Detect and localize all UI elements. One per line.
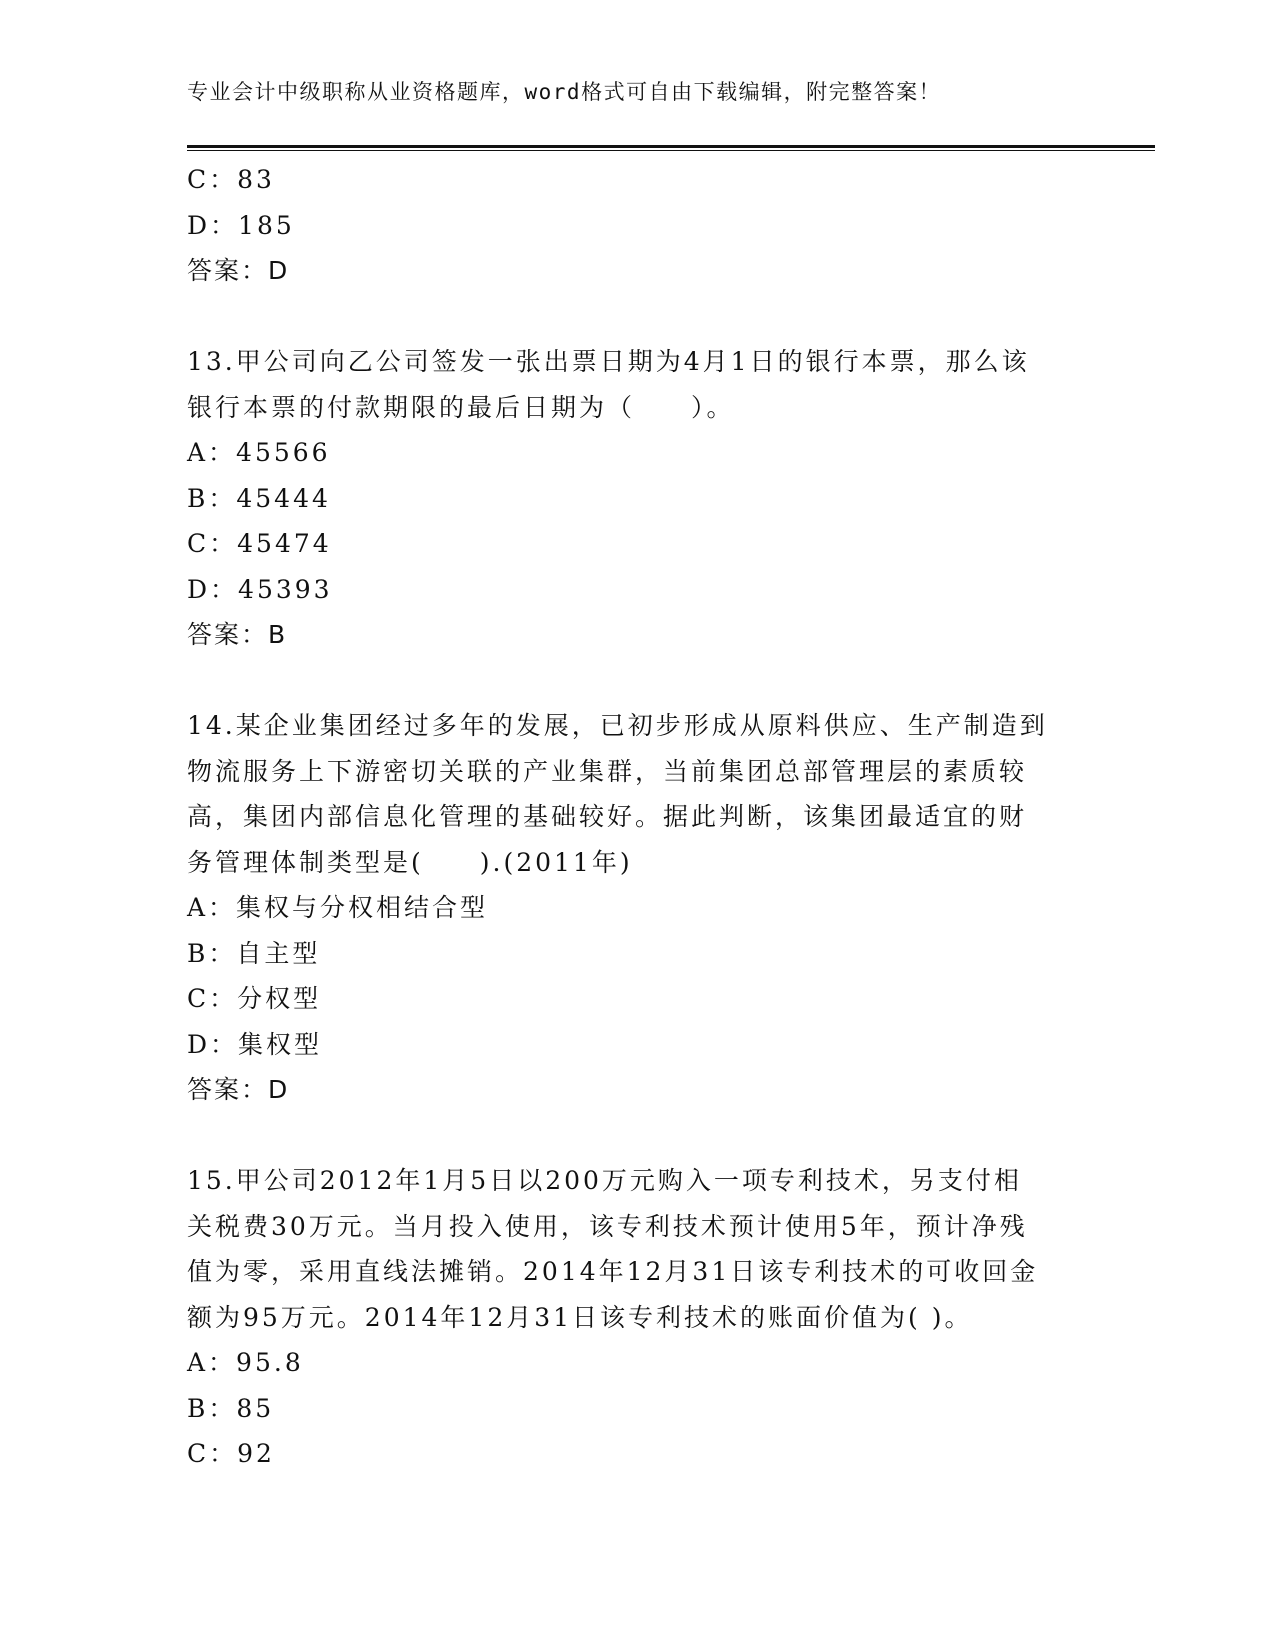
answer-line: 答案：D: [187, 1075, 290, 1104]
option-c: C：92: [187, 1439, 275, 1468]
question-15: [187, 1158, 1087, 1477]
question-stem-line: 值为零，采用直线法摊销。2014年12月31日该专利技术的可收回金: [187, 1257, 1039, 1286]
question-stem-line: 15.甲公司2012年1月5日以200万元购入一项专利技术，另支付相: [187, 1166, 1022, 1195]
question-stem-line: 额为95万元。2014年12月31日该专利技术的账面价值为( )。: [187, 1302, 973, 1332]
page-header: 专业会计中级职称从业资格题库，word格式可自由下载编辑，附完整答案！: [187, 80, 942, 104]
header-rule-thick: [187, 145, 1155, 148]
option-c: C：45474: [187, 529, 332, 558]
question-stem-line: 务管理体制类型是( ).(2011年): [187, 847, 633, 877]
header-rule-thin: [187, 150, 1155, 151]
question-stem-line: 银行本票的付款期限的最后日期为（ ）。: [187, 392, 735, 422]
spacer: [187, 658, 1087, 704]
option-d: D：185: [187, 210, 295, 240]
option-b: B：自主型: [187, 938, 321, 968]
option-d: D：集权型: [187, 1029, 323, 1059]
answer-line: 答案：B: [187, 620, 288, 649]
question-14: [187, 703, 1087, 1113]
question-stem-line: 13.甲公司向乙公司签发一张出票日期为4月1日的银行本票，那么该: [187, 347, 1030, 376]
option-a: A：45566: [187, 438, 331, 467]
question-stem-line: 14.某企业集团经过多年的发展，已初步形成从原料供应、生产制造到: [187, 711, 1048, 740]
spacer: [187, 294, 1087, 340]
option-a: A：95.8: [187, 1348, 304, 1377]
option-b: B：85: [187, 1393, 275, 1423]
option-b: B：45444: [187, 483, 331, 513]
question-13: [187, 339, 1087, 658]
prev-question: [187, 157, 1087, 294]
option-c: C：83: [187, 165, 275, 194]
question-stem-line: 关税费30万元。当月投入使用，该专利技术预计使用5年，预计净残: [187, 1211, 1028, 1241]
answer-line: 答案：D: [187, 256, 290, 285]
option-d: D：45393: [187, 574, 333, 604]
question-stem-line: 高，集团内部信息化管理的基础较好。据此判断，该集团最适宜的财: [187, 802, 1028, 831]
spacer: [187, 1113, 1087, 1159]
question-stem-line: 物流服务上下游密切关联的产业集群，当前集团总部管理层的素质较: [187, 756, 1028, 786]
option-a: A：集权与分权相结合型: [187, 893, 489, 922]
question-content: [187, 157, 1087, 1477]
option-c: C：分权型: [187, 984, 322, 1013]
